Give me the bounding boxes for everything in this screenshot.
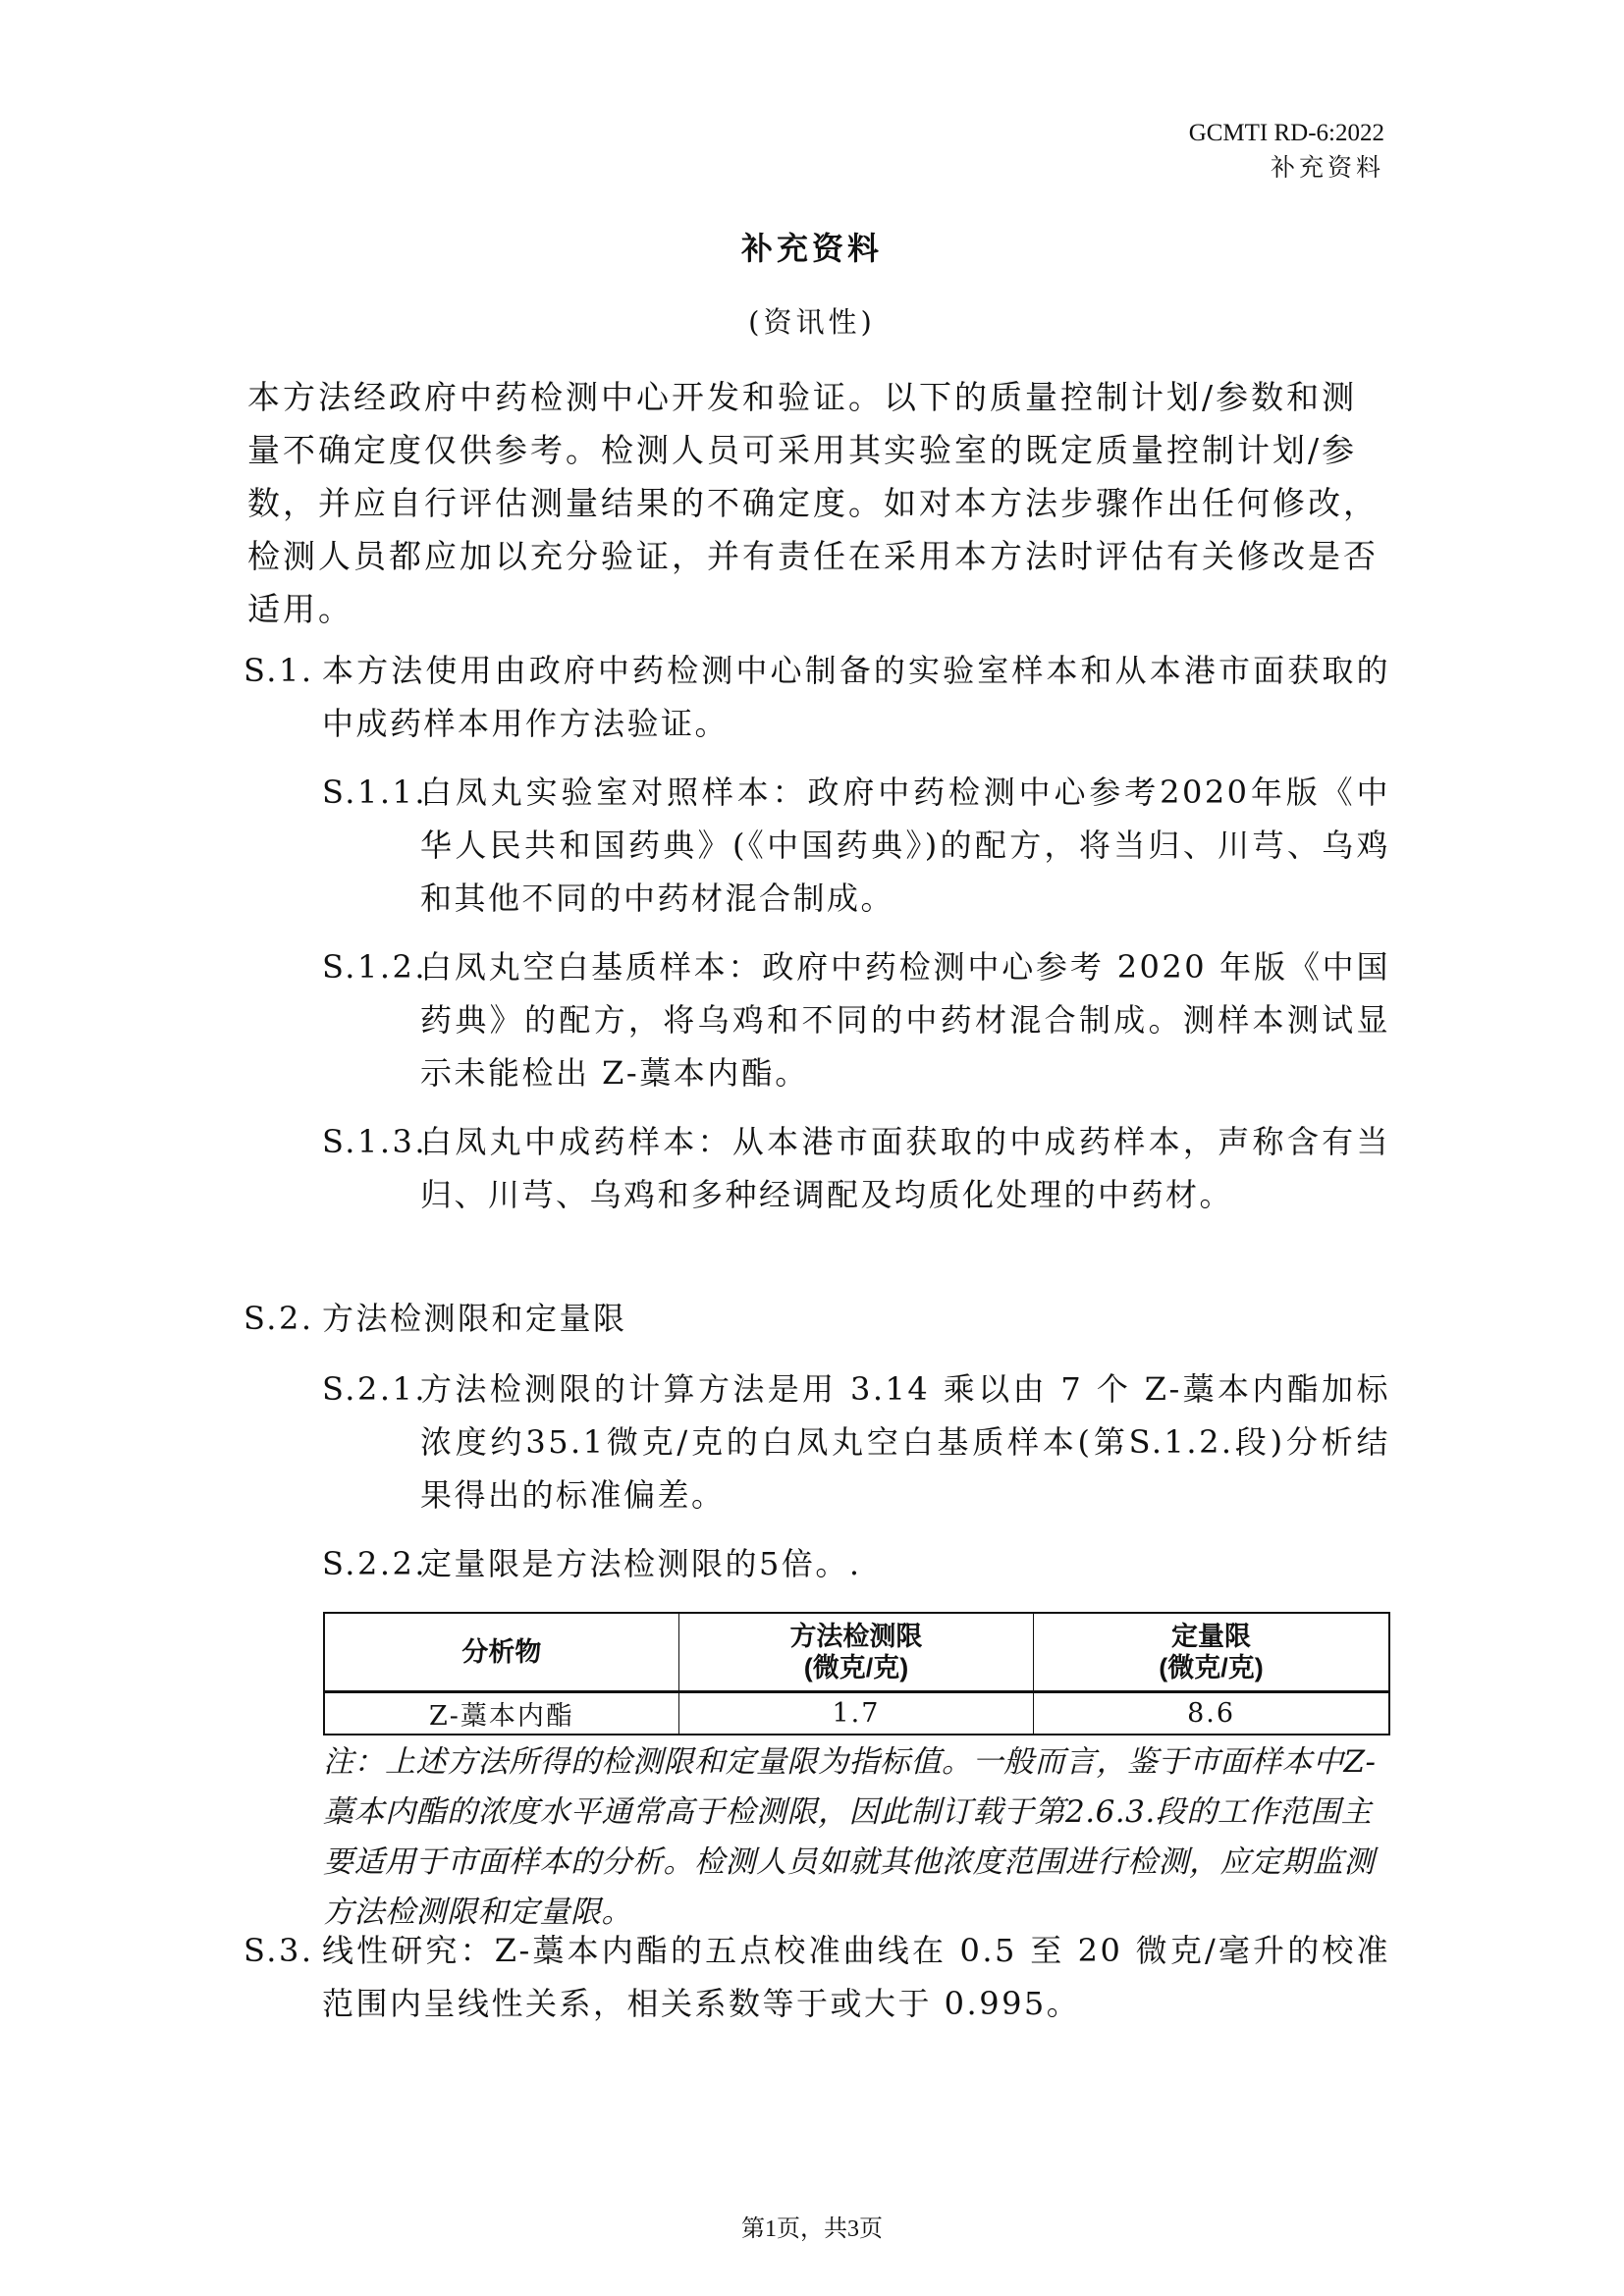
section-text: 白凤丸空白基质样本：政府中药检测中心参考 2020 年版《中国药典》的配方，将乌鸡和不同的中药材混合制成。测样本测试显示未能检出 Z-藁本内酯。 [420, 948, 1390, 1092]
section-text: 白凤丸中成药样本：从本港市面获取的中成药样本，声称含有当归、川芎、乌鸡和多种经调配及均质化处理的中药材。 [420, 1123, 1390, 1213]
page-footer: 第1页，共3页 [741, 2216, 883, 2242]
header-analyte: 分析物 [324, 1613, 678, 1691]
limits-table [323, 1612, 1390, 1735]
document-header [1189, 116, 1384, 187]
section-text: 本方法使用由政府中药检测中心制备的实验室样本和从本港市面获取的中成药样本用作方法验证。 [322, 652, 1390, 742]
cell-loq: 8.6 [1034, 1691, 1389, 1735]
section-number: S.1.3. [322, 1123, 428, 1160]
section-text: 定量限是方法检测限的5倍。. [420, 1545, 862, 1582]
header-mdl [678, 1613, 1033, 1691]
table-row [324, 1691, 1389, 1735]
section-number: S.1.1. [322, 774, 428, 811]
section-s2 [244, 1292, 1390, 1345]
section-number: S.1.2. [322, 948, 428, 986]
section-text: 方法检测限和定量限 [322, 1300, 627, 1337]
section-text: 线性研究：Z-藁本内酯的五点校准曲线在 0.5 至 20 微克/毫升的校准范围内呈线性关系，相关系数等于或大于 0.995。 [322, 1932, 1390, 2022]
header-loq-line1: 定量限 [1171, 1621, 1252, 1651]
document-code: GCMTI RD-6:2022 [1188, 120, 1384, 146]
section-s1-3 [322, 1115, 1390, 1221]
table-header-row [324, 1613, 1389, 1691]
page-title: 补充资料 [740, 230, 883, 267]
page-subtitle: (资讯性) [748, 305, 876, 339]
header-loq [1034, 1613, 1389, 1691]
section-s1-2 [322, 940, 1390, 1099]
section-text: 白凤丸实验室对照样本：政府中药检测中心参考2020年版《中华人民共和国药典》(《中国药典》)的配方，将当归、川芎、乌鸡和其他不同的中药材混合制成。 [420, 774, 1390, 917]
cell-analyte: Z-藁本内酯 [324, 1691, 678, 1735]
document-type: 补充资料 [1270, 155, 1384, 182]
section-number: S.3. [244, 1932, 314, 1969]
section-s1 [244, 644, 1390, 750]
header-mdl-line1: 方法检测限 [789, 1621, 923, 1651]
section-s2-1 [322, 1362, 1390, 1522]
cell-mdl: 1.7 [678, 1691, 1033, 1735]
intro-paragraph: 本方法经政府中药检测中心开发和验证。以下的质量控制计划/参数和测量不确定度仅供参考。检测人员可采用其实验室的既定质量控制计划/参数，并应自行评估测量结果的不确定度。如对本方法步骤作出任何修改，检测人员都应加以充分验证，并有责任在采用本方法时评估有关修改是否适用。 [247, 378, 1379, 628]
section-text: 方法检测限的计算方法是用 3.14 乘以由 7 个 Z-藁本内酯加标浓度约35.1微克/克的白凤丸空白基质样本(第S.1.2.段)分析结果得出的标准偏差。 [420, 1370, 1390, 1514]
section-number: S.1. [244, 652, 314, 689]
section-s2-2 [322, 1537, 1390, 1590]
section-number: S.2.2. [322, 1545, 428, 1582]
section-s1-1 [322, 766, 1390, 925]
header-loq-line2: (微克/克) [1159, 1652, 1264, 1682]
section-number: S.2.1. [322, 1370, 428, 1408]
section-s3 [244, 1924, 1390, 2030]
table-note: 注：上述方法所得的检测限和定量限为指标值。一般而言，鉴于市面样本中Z-藁本内酯的浓度水平通常高于检测限，因此制订载于第2.6.3.段的工作范围主要适用于市面样本的分析。检测人员如就其他浓度范围进行检测，应定期监测方法检测限和定量限。 [323, 1744, 1377, 1930]
section-number: S.2. [244, 1300, 314, 1337]
header-mdl-line2: (微克/克) [803, 1652, 909, 1682]
